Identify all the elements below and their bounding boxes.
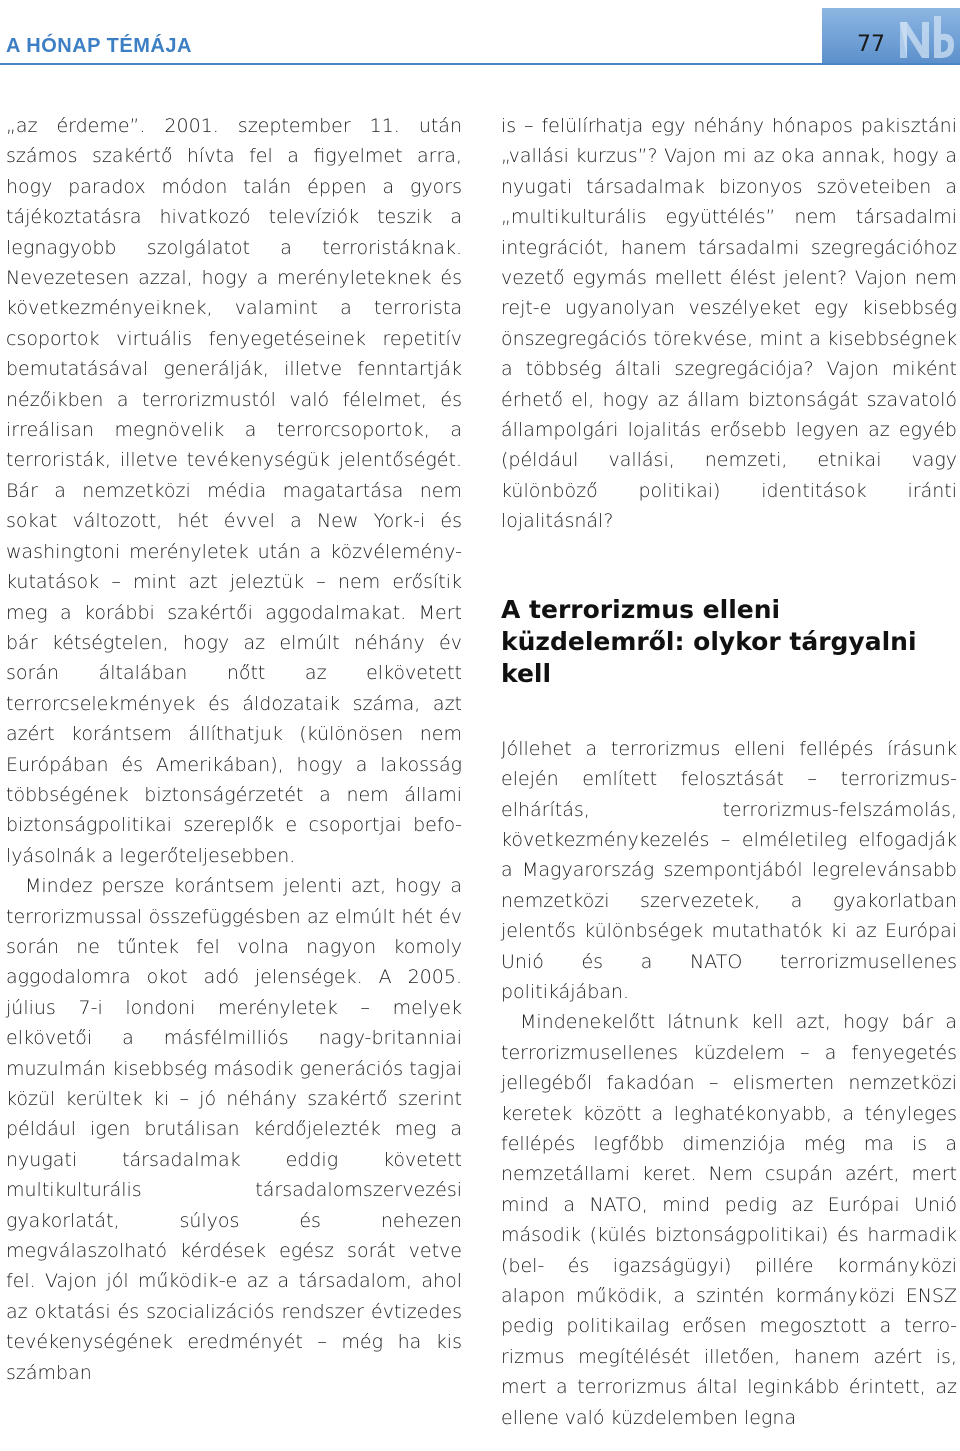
page-number: 77: [857, 32, 885, 57]
header-rule: [0, 63, 960, 65]
left-column: [6, 111, 462, 1388]
left-paragraph-1: „az érdeme”. 2001. szeptember 11. után számos szakértő hívta fel a figyelmet arra, hogy paradox módon talán éppen a gyors tájékoztatásra hivatkozó televíziók teszik a legnagyobb szolgálatot a terroristáknak. Nevezetesen azzal, hogy a merényleteknek és következményeiknek, valamint a terrorista csoportok virtuális fenyegetéseinek repetitív bemutatásával generálják, illetve fenntartják nézőikben a terrorizmustól való félelmet, és irreálisan megnövelik a terrorcsoportok, a terroristák, illetve tevékenységük jelentőségét. Bár a nemzetközi média magatartása nem sokat változott, hét évvel a New York-i és washingtoni merényletek után a közvélemény-kutatások – mint azt jeleztük – nem erősítik meg a korábbi szakértői aggodalmakat. Mert bár kétségtelen, hogy az elmúlt néhány év során általában nőtt az elkövetett terrorcselekmények és áldozataik száma, azt azért korántsem állíthatjuk (különösen nem Európában és Amerikában), hogy a lakosság többségének biztonságérzetét a nem állami biztonságpolitikai szereplők e csoportjai befolyásolnák a legerőteljesebben.: [6, 115, 462, 867]
section-heading: A terrorizmus elleni küzdelemről: olykor tárgyalni kell: [501, 594, 917, 688]
nb-logo-icon: [898, 12, 958, 62]
right-column: [501, 111, 957, 1433]
left-paragraph-2: Mindez persze korántsem jelenti azt, hogy a terrorizmussal összefüggésben az elmúlt hét év során ne tűntek fel volna nagyon komoly aggodalomra okot adó jelenségek. A 2005. július 7-i londoni merényletek – melyek elkövetői a másfélmilliós nagy-britanniai muzulmán kisebbség második generációs tagjai közül kerültek ki – jó néhány szakértő szerint például igen brutálisan kérdőjelezték meg a nyugati társadalmak eddig követett multikulturális társadalomszervezési gyakorlatát, súlyos és nehezen megválaszolható kérdések egész sorát vetve fel. Vajon jól működik-e az a társadalom, ahol az oktatási és szocializációs rendszer évtizedes tevékenységének eredményét – még ha kis számban: [6, 875, 462, 1384]
right-paragraph-3: Mindenekelőtt látnunk kell azt, hogy bár a terrorizmusellenes küzdelem – a fenyegetés jellegéből fakadóan – elismerten nemzetközi keretek között a leghatékonyabb, a tényleges fellépés legfőbb dimenziója még ma is a nemzetállami keret. Nem csupán azért, mert mind a NATO, mind pedig az Európai Unió második (külés biztonságpolitikai) és harmadik (bel- és igazságügyi) pillére kormányközi alapon működik, a szintén kormányközi ENSZ pedig politikailag erősen megosztott a terrorizmus megítélését illetően, hanem azért is, mert a terrorizmus által leginkább érintett, az ellene való küzdelemben legna: [501, 1011, 957, 1429]
page-header: [0, 0, 960, 66]
right-paragraph-1: is – felülírhatja egy néhány hónapos pakisztáni „vallási kurzus”? Vajon mi az oka annak, hogy a nyugati társadalmak bizonyos szöveteiben a „multikulturális együttélés” nem társadalmi integrációt, hanem társadalmi szegregációhoz vezető egymás mellett élést jelent? Vajon nem rejt-e ugyanolyan veszélyeket egy kisebbség önszegregációs törekvése, mint a kisebbségnek a többség általi szegregációja? Vajon miként érhető el, hogy az állam biztonságát szavatoló állampolgári lojalitás erősebb legyen az egyéb (például vallási, nemzeti, etnikai vagy különböző politikai) identitások iránti lojalitásnál?: [501, 115, 957, 533]
section-title: A HÓNAP TÉMÁJA: [6, 35, 192, 57]
right-paragraph-2: Jóllehet a terrorizmus elleni fellépés írásunk elején említett felosztását – terrorizmus-elhárítás, terrorizmus-felszámolás, következménykezelés – elméletileg elfogadják a Magyarország szempontjából legrelevánsabb nemzetközi szervezetek, a gyakorlatban jelentős különbségek mutathatók ki az Európai Unió és a NATO terrorizmusellenes politikájában.: [501, 737, 957, 1003]
